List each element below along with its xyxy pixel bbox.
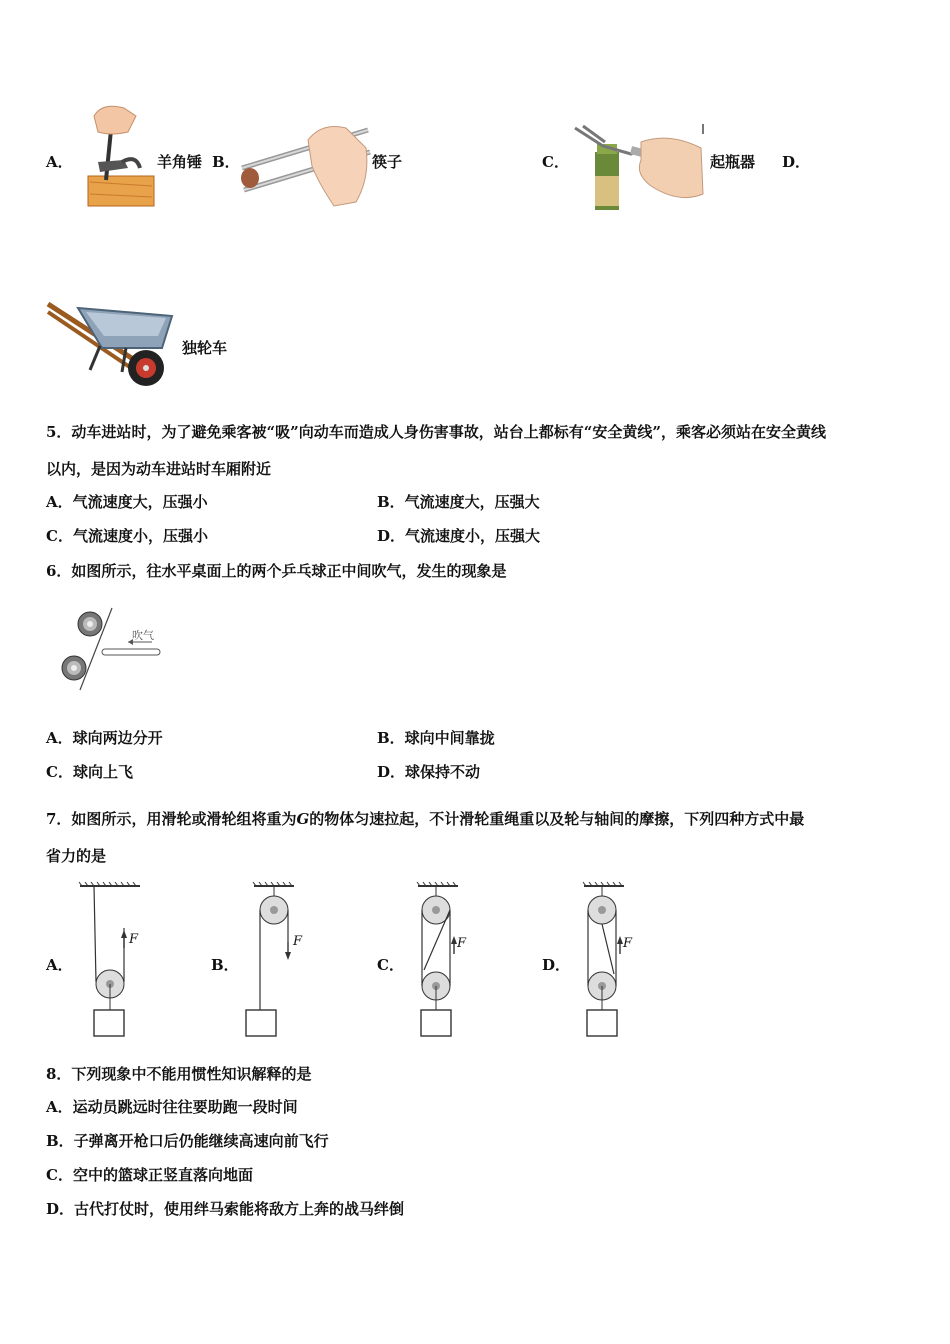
pulley-b-figure [240,882,310,1040]
q7-d-force-label: F [623,936,633,951]
q4-option-c-name: 起瓶器 [710,153,756,171]
chopsticks-icon [238,122,374,208]
bottle-opener-icon [573,124,707,210]
q4-option-a-letter: A． [46,153,73,171]
q6-option-a: A．球向两边分开 [46,729,163,747]
pulley-d-figure [576,882,646,1040]
q7-a-force-label: F [129,932,139,947]
q6-option-b: B．球向中间靠拢 [377,729,495,747]
q8-option-d: D．古代打仗时，使用绊马索能将敌方上奔的战马绊倒 [46,1200,405,1218]
pulley-c-figure [410,882,480,1040]
wheelbarrow-icon [46,296,178,390]
q6-option-d: D．球保持不动 [377,763,481,781]
q7-option-d-letter: D． [542,956,571,974]
q4-option-b-letter: B． [212,153,240,171]
q7-option-b-letter: B． [211,956,239,974]
q7-stem-part1: 7．如图所示，用滑轮或滑轮组将重为 [46,810,297,828]
q4-option-a-name: 羊角锤 [157,153,203,171]
q7-b-force-label: F [293,934,303,949]
q5-option-c: C．气流速度小，压强小 [46,527,208,545]
q7-weight-symbol: G [296,810,310,828]
q6-blow-label: 吹气 [132,629,154,642]
q7-stem-line1 [46,809,804,829]
q4-option-d-letter: D． [782,153,811,171]
q7-stem-line2: 省力的是 [46,847,107,865]
q4-option-b-name: 筷子 [372,153,403,171]
q6-option-c: C．球向上飞 [46,763,133,781]
q8-option-c: C．空中的篮球正竖直落向地面 [46,1166,253,1184]
pulley-a-figure [78,882,148,1040]
ping-pong-blow-figure [56,602,166,692]
q7-stem-part2: 的物体匀速拉起，不计滑轮重绳重以及轮与轴间的摩擦，下列四种方式中最 [309,810,805,828]
q4-option-c-letter: C． [542,153,569,171]
q5-stem-line2: 以内，是因为动车进站时车厢附近 [46,460,272,478]
q8-stem: 8．下列现象中不能用惯性知识解释的是 [46,1065,312,1083]
q5-stem-line1: 5．动车进站时，为了避免乘客被“吸”向动车而造成人身伤害事故，站台上都标有“安全黄线”，乘客必须站在安全黄线 [46,423,826,441]
q7-option-a-letter: A． [46,956,73,974]
q8-option-b: B．子弹离开枪口后仍能继续高速向前飞行 [46,1132,329,1150]
q5-option-a: A．气流速度大，压强小 [46,493,208,511]
q6-stem: 6．如图所示，往水平桌面上的两个乒乓球正中间吹气，发生的现象是 [46,562,507,580]
q7-c-force-label: F [457,936,467,951]
q5-option-b: B．气流速度大，压强大 [377,493,540,511]
q8-option-a: A．运动员跳远时往往要助跑一段时间 [46,1098,298,1116]
q4-option-d-name: 独轮车 [182,339,228,357]
claw-hammer-icon [84,102,158,208]
q7-option-c-letter: C． [377,956,404,974]
q5-option-d: D．气流速度小，压强大 [377,527,541,545]
